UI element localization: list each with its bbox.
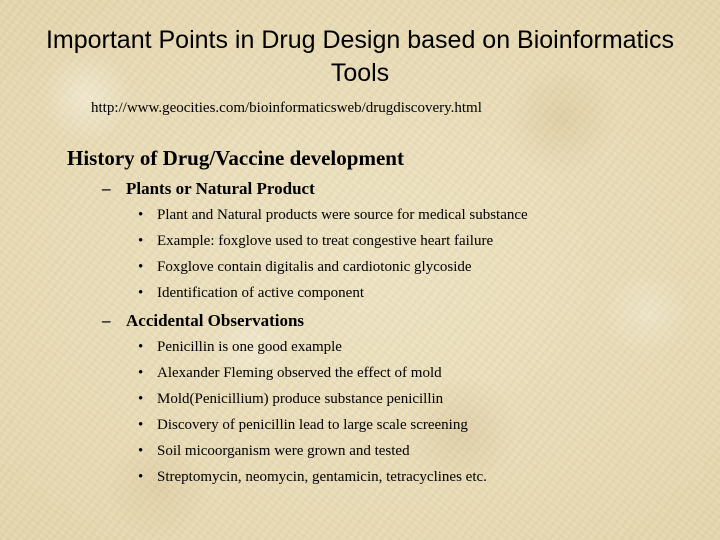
list-item-text: Penicillin is one good example: [157, 339, 342, 355]
slide-title: Important Points in Drug Design based on Bioinformatics Tools: [45, 26, 675, 87]
bullet-icon: •: [138, 443, 144, 459]
list-item-text: Foxglove contain digitalis and cardiotonic glycoside: [157, 259, 472, 275]
list-item-text: Alexander Fleming observed the effect of mold: [157, 365, 442, 381]
bullet-list-accidental: [138, 334, 487, 490]
bullet-icon: •: [138, 469, 144, 485]
list-item: [138, 334, 487, 360]
subsection-heading-plants: [102, 178, 315, 200]
list-item: [138, 386, 487, 412]
bullet-icon: •: [138, 417, 144, 433]
list-item: [138, 202, 528, 228]
bullet-icon: •: [138, 233, 144, 249]
section-heading: History of Drug/Vaccine development: [67, 146, 404, 170]
bullet-icon: •: [138, 365, 144, 381]
list-item-text: Example: foxglove used to treat congestive heart failure: [157, 233, 494, 249]
dash-marker: –: [102, 179, 111, 198]
bullet-icon: •: [138, 259, 144, 275]
bullet-icon: •: [138, 207, 144, 223]
list-item-text: Identification of active component: [157, 285, 365, 301]
list-item: [138, 228, 528, 254]
list-item-text: Mold(Penicillium) produce substance penicillin: [157, 391, 444, 407]
list-item: [138, 412, 487, 438]
list-item-text: Soil micoorganism were grown and tested: [157, 443, 410, 459]
list-item: [138, 360, 487, 386]
subsection-heading-accidental: [102, 310, 304, 332]
bullet-list-plants: [138, 202, 528, 306]
list-item-text: Discovery of penicillin lead to large scale screening: [157, 417, 468, 433]
list-item: [138, 464, 487, 490]
dash-marker: –: [102, 311, 111, 330]
bullet-icon: •: [138, 391, 144, 407]
list-item-text: Plant and Natural products were source for medical substance: [157, 207, 528, 223]
bullet-icon: •: [138, 339, 144, 355]
list-item: [138, 280, 528, 306]
subsection-heading-text: Accidental Observations: [126, 311, 305, 330]
source-url: http://www.geocities.com/bioinformaticsweb/drugdiscovery.html: [91, 100, 482, 116]
list-item-text: Streptomycin, neomycin, gentamicin, tetracyclines etc.: [157, 469, 487, 485]
list-item: [138, 254, 528, 280]
list-item: [138, 438, 487, 464]
bullet-icon: •: [138, 285, 144, 301]
subsection-heading-text: Plants or Natural Product: [126, 179, 315, 198]
